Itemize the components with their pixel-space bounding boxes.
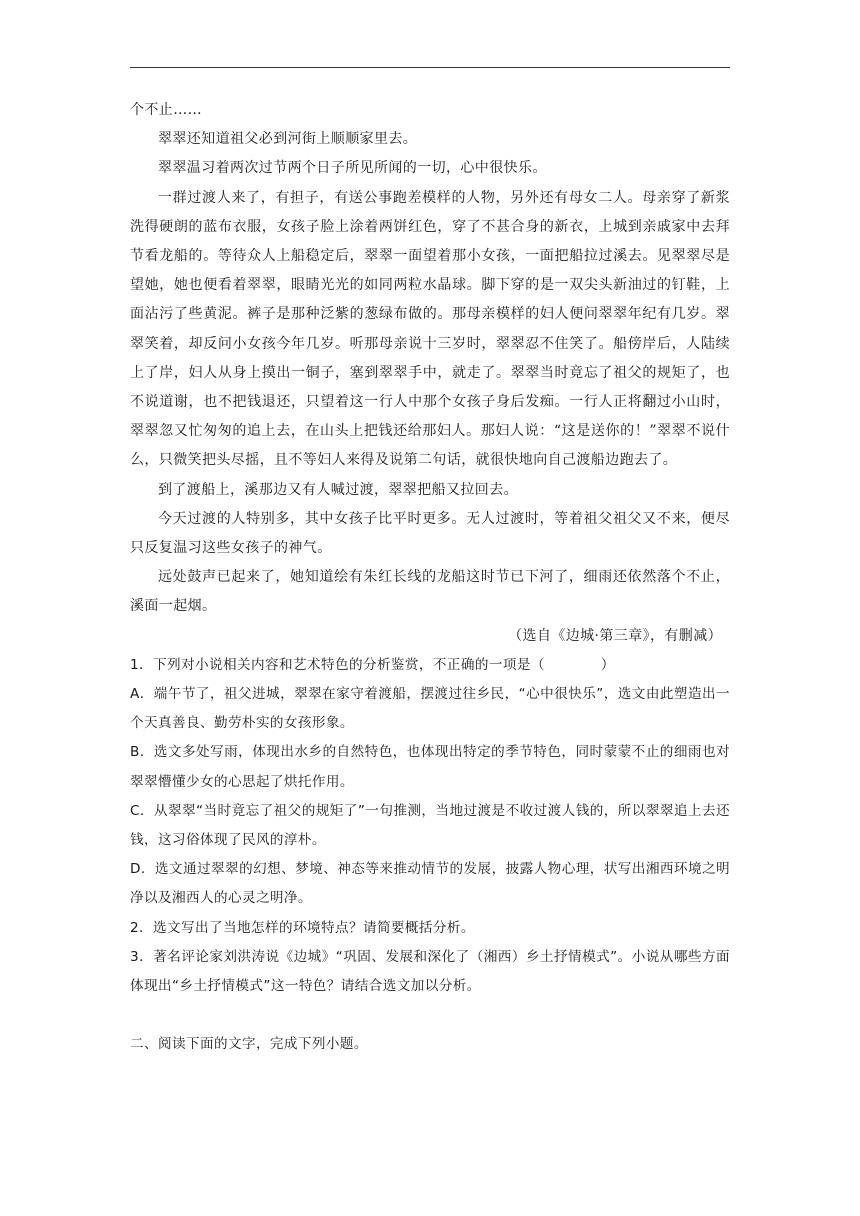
question-1: 1．下列对小说相关内容和艺术特色的分析鉴赏，不正确的一项是（ ）: [130, 656, 615, 673]
header-rule: [130, 67, 730, 68]
document-body: [130, 96, 730, 1060]
option-c: C．从翠翠“当时竟忘了祖父的规矩了”一句推测，当地过渡是不收过渡人钱的，所以翠翠追上去还钱，这习俗体现了民风的淳朴。: [130, 802, 730, 849]
section-2-heading: 二、阅读下面的文字，完成下列小题。: [130, 1036, 368, 1053]
section-spacer: [130, 1001, 730, 1030]
question-2: 2．选文写出了当地怎样的环境特点？请简要概括分析。: [130, 919, 475, 936]
passage-paragraph: 远处鼓声已起来了，她知道绘有朱红长线的龙船这时节已下河了，细雨还依然落个不止，溪面一起烟。: [130, 569, 730, 615]
source-citation: （选自《边城·第三章》，有删减）: [508, 627, 722, 644]
passage-paragraph: 个不止……: [130, 102, 202, 118]
passage-paragraph: 翠翠温习着两次过节两个日子所见所闻的一切，心中很快乐。: [158, 160, 547, 177]
passage-paragraph: 翠翠还知道祖父必到河街上顺顺家里去。: [158, 131, 418, 148]
option-a: A．端午节了，祖父进城，翠翠在家守着渡船，摆渡过往乡民，“心中很快乐”，选文由此塑造出一个天真善良、勤劳朴实的女孩形象。: [130, 686, 730, 732]
passage-paragraph: 一群过渡人来了，有担子，有送公事跑差模样的人物，另外还有母女二人。母亲穿了新浆洗得硬朗的蓝布衣服，女孩子脸上涂着两饼红色，穿了不甚合身的新衣，上城到亲戚家中去拜节看龙船的。等待众人上船稳定后，翠翠一面望着那小女孩，一面把船拉过溪去。见翠翠尽是望她，她也便看着翠翠，眼睛光光的如同两粒水晶球。脚下穿的是一双尖头新油过的钉鞋，上面沾污了些黄泥。裤子是那种泛紫的葱绿布做的。那母亲模样的妇人便问翠翠年纪有几岁。翠翠笑着，却反问小女孩今年几岁。听那母亲说十三岁时，翠翠忍不住笑了。船傍岸后，人陆续上了岸，妇人从身上摸出一铜子，塞到翠翠手中，就走了。翠翠当时竟忘了祖父的规矩了，也不说道谢，也不把钱退还，只望着这一行人中那个女孩子身后发痴。一行人正将翻过小山时，翠翠忽又忙匆匆的追上去，在山头上把钱还给那妇人。那妇人说：“这是送你的！”翠翠不说什么，只微笑把头尽摇，且不等妇人来得及说第二句话，就很快地向自己渡船边跑去了。: [130, 189, 730, 469]
question-3: 3．著名评论家刘洪涛说《边城》“巩固、发展和深化了（湘西）乡土抒情模式”。小说从哪些方面体现出“乡土抒情模式”这一特色？请结合选文加以分析。: [130, 948, 730, 995]
passage-paragraph: 今天过渡的人特别多，其中女孩子比平时更多。无人过渡时，等着祖父祖父又不来，便尽只反复温习这些女孩子的神气。: [130, 510, 730, 557]
option-b: B．选文多处写雨，体现出水乡的自然特色，也体现出特定的季节特色，同时蒙蒙不止的细雨也对翠翠懵懂少女的心思起了烘托作用。: [130, 744, 730, 790]
passage-paragraph: 到了渡船上，溪那边又有人喊过渡，翠翠把船又拉回去。: [158, 481, 518, 498]
option-d: D．选文通过翠翠的幻想、梦境、神态等来推动情节的发展，披露人物心理，状写出湘西环境之明净以及湘西人的心灵之明净。: [130, 861, 730, 907]
